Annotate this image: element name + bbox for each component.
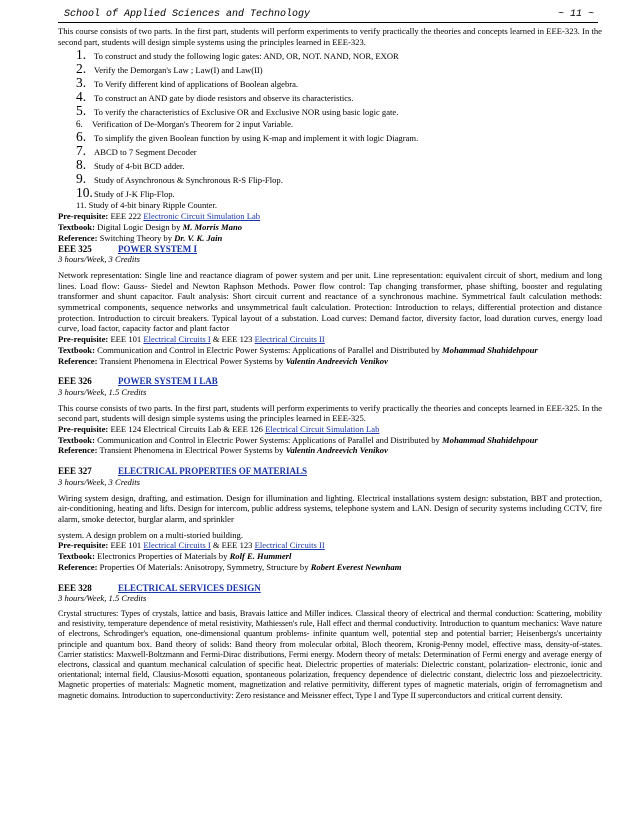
course-title-link[interactable]: ELECTRICAL PROPERTIES OF MATERIALS	[118, 466, 307, 477]
course-credits: 3 hours/Week, 3 Credits	[58, 476, 140, 487]
list-item	[76, 118, 602, 130]
prerequisite-label: Pre-requisite:	[58, 334, 109, 345]
list-item-text: Study of 4-bit BCD adder.	[94, 161, 185, 172]
course-heading-eee326	[58, 376, 602, 387]
list-item	[76, 90, 602, 104]
textbook-text: Communication and Control in Electric Power Systems: Applications of Parallel and Distributed by	[97, 344, 440, 355]
list-item	[76, 76, 602, 90]
list-item-number: 5.	[76, 103, 87, 119]
reference-label: Reference:	[58, 445, 98, 456]
course-heading-eee325	[58, 244, 602, 255]
textbook-label: Textbook:	[58, 551, 95, 562]
list-item-text: To verify the characteristics of Exclusive OR and Exclusive NOR using basic logic gate.	[94, 107, 399, 118]
list-item-text: To simplify the given Boolean function by using K-map and implement it with logic Diagram.	[94, 133, 419, 144]
textbook-text: Digital Logic Design by	[97, 222, 181, 233]
list-item-text: Verification of De-Morgan's Theorem for 2 input Variable.	[92, 119, 294, 130]
list-item-text: Study of J-K Flip-Flop.	[94, 189, 175, 200]
list-item-number: 3.	[76, 75, 87, 91]
prerequisite-link[interactable]: Electrical Circuit Simulation Lab	[265, 424, 380, 435]
course-code: EEE 326	[58, 376, 92, 387]
textbook-text: Electronics Properties of Materials by	[97, 551, 228, 562]
course-credits: 3 hours/Week, 3 Credits	[58, 254, 140, 265]
list-item-text: To Verify different kind of applications of Boolean algebra.	[94, 79, 299, 90]
course-description: Network representation: Single line and reactance diagram of power system and per unit. Line representation: equivalent circuit of short, medium and long lines. Load flow: Gauss- Siedel and Newton Raphson Methods. Power flow control: Tap changing transformer, phase shifting, booster and regulating transformer and shunt capacitor. Fault analysis: Short circuit current and reactance of a synchronous machine. Symmetrical fault calculation methods: symmetrical components, sequence networks and unsymmetrical fault calculation. Protection: Introduction to relays, differential protection and distance protection. Introduction to circuit breakers. Typical layout of a substation. Load curves: Demand factor, diversity factor, load duration curves, energy load curve, load factor, capacity factor and plant factor	[58, 269, 602, 334]
course-title-link[interactable]: POWER SYSTEM I LAB	[118, 376, 218, 387]
list-item-number: 9.	[76, 171, 87, 187]
list-item-number: 6.	[76, 119, 83, 130]
prerequisite-course: EEE 124 Electrical Circuits Lab & EEE 126	[110, 424, 263, 435]
page-header	[58, 8, 598, 23]
reference-text: Transient Phenomena in Electrical Power Systems by	[99, 355, 284, 366]
course-heading-eee327	[58, 466, 602, 477]
reference-line	[58, 445, 602, 456]
prerequisite-link[interactable]: Electrical Circuits I	[143, 334, 211, 345]
reference-line	[58, 233, 602, 244]
textbook-author: Mohammad Shahidehpour	[442, 344, 538, 355]
list-item-number: 1.	[76, 47, 87, 63]
reference-text: Switching Theory by	[99, 232, 173, 243]
list-item-text: Verify the Demorgan's Law ; Law(I) and Law(II)	[94, 65, 263, 76]
prerequisite-link[interactable]: Electrical Circuits II	[254, 334, 325, 345]
header-school-name: School of Applied Sciences and Technology	[64, 9, 311, 20]
course-credits: 3 hours/Week, 1.5 Credits	[58, 386, 147, 397]
textbook-text: Communication and Control in Electric Power Systems: Applications of Parallel and Distributed by	[97, 434, 440, 445]
prerequisite-course: EEE 222	[110, 211, 142, 222]
reference-author: Dr. V. K. Jain	[174, 232, 223, 243]
list-item-number: 4.	[76, 89, 87, 105]
prerequisite-line	[58, 334, 602, 345]
reference-author: Valentin Andreevich Venikov	[285, 445, 388, 456]
prerequisite-label: Pre-requisite:	[58, 540, 109, 551]
document-body	[58, 26, 602, 701]
prerequisite-line	[58, 424, 602, 435]
textbook-line	[58, 435, 602, 446]
textbook-author: Mohammad Shahidehpour	[442, 434, 538, 445]
list-item	[76, 48, 602, 62]
prerequisite-label: Pre-requisite:	[58, 211, 109, 222]
intro-paragraph: This course consists of two parts. In the first part, students will perform experiments to verify practically the theories and concepts learned in EEE-323. In the second part, students will design simple systems using the principles learned in EEE-323.	[58, 26, 602, 47]
reference-line	[58, 356, 602, 367]
header-page-number: ~ 11 ~	[557, 9, 594, 20]
reference-label: Reference:	[58, 355, 98, 366]
list-item-number: 7.	[76, 143, 87, 159]
reference-label: Reference:	[58, 561, 98, 572]
list-item	[76, 130, 602, 144]
textbook-label: Textbook:	[58, 222, 95, 233]
list-item-text: To construct and study the following logic gates: AND, OR, NOT. NAND, NOR, EXOR	[94, 51, 399, 62]
prerequisite-line	[58, 211, 602, 222]
prerequisite-link[interactable]: Electrical Circuits I	[143, 540, 211, 551]
list-item-text: ABCD to 7 Segment Decoder	[94, 147, 197, 158]
list-item	[76, 172, 602, 186]
reference-label: Reference:	[58, 232, 98, 243]
textbook-author: Rolf E. Hummerl	[229, 551, 292, 562]
course-title-link[interactable]: ELECTRICAL SERVICES DESIGN	[118, 582, 261, 593]
textbook-line	[58, 345, 602, 356]
list-item-number: 8.	[76, 157, 87, 173]
course-code: EEE 325	[58, 243, 92, 254]
course-heading-eee328	[58, 583, 602, 594]
list-item	[76, 158, 602, 172]
list-item-number: 2.	[76, 61, 87, 77]
prerequisite-course: & EEE 123	[212, 334, 253, 345]
reference-text: Transient Phenomena in Electrical Power Systems by	[99, 445, 284, 456]
textbook-label: Textbook:	[58, 344, 95, 355]
list-item-text: To construct an AND gate by diode resistors and observe its characteristics.	[94, 93, 354, 104]
list-item	[76, 62, 602, 76]
list-item-number: 6.	[76, 129, 87, 145]
course-code: EEE 328	[58, 582, 92, 593]
prerequisite-label: Pre-requisite:	[58, 424, 109, 435]
prerequisite-link[interactable]: Electrical Circuits II	[254, 540, 325, 551]
lab-list	[58, 48, 602, 200]
prerequisite-line	[58, 540, 602, 551]
list-item	[76, 144, 602, 158]
textbook-author: M. Morris Mano	[182, 222, 243, 233]
list-item	[76, 186, 602, 200]
course-credits: 3 hours/Week, 1.5 Credits	[58, 593, 147, 604]
course-code: EEE 327	[58, 466, 92, 477]
course-description: This course consists of two parts. In the first part, students will perform experiments to verify practically the theories and concepts learned in EEE-325. In the second part, students will design simple systems using the principles learned in EEE-325.	[58, 402, 602, 424]
textbook-label: Textbook:	[58, 434, 95, 445]
course-title-link[interactable]: POWER SYSTEM I	[118, 243, 198, 254]
list-item: 11. Study of 4-bit binary Ripple Counter.	[76, 200, 217, 211]
list-item	[76, 104, 602, 118]
course-description-continued: system. A design problem on a multi-storied building.	[58, 529, 243, 540]
prerequisite-course: EEE 101	[110, 334, 142, 345]
prerequisite-course: & EEE 123	[212, 540, 253, 551]
list-item-text: Study of Asynchronous & Synchronous R-S Flip-Flop.	[94, 175, 283, 186]
reference-author: Robert Everest Newnham	[310, 561, 402, 572]
textbook-line	[58, 551, 602, 562]
list-item-number: 10.	[76, 185, 93, 201]
course-description: Wiring system design, drafting, and estimation. Design for illumination and lighting. Electrical installations system design: substation, BBT and protection, air-conditioning, heating and lifts. Design for intercom, public address systems, telephone system and LAN. Design of security systems including CCTV, fire alarm, smoke detector, burglar alarm, and sprinkler	[58, 492, 602, 524]
reference-text: Properties Of Materials: Anisotropy, Symmetry, Structure by	[99, 561, 309, 572]
course-description: Crystal structures: Types of crystals, lattice and basis, Bravais lattice and Miller indices. Classical theory of electrical and thermal conduction: Scattering, mobility and resistivity, temperature dependence of metal resistivity, Mathiessen's rule, Hall effect and thermal conductivity. Introduction to quantum mechanics: Wave nature of electrons, Schrodinger's equation, one-dimensional quantum problems- infinite quantum well, potential step and potential barrier; Heisenbergs's uncertainty principle and quantum box. Band theory of solids: Band theory from molecular orbital, Bloch theorem, Kronig-Penny model, effective mass, density-of-states. Carrier statistics: Maxwell-Boltzmann and Fermi-Dirac distributions, Fermi energy. Modern theory of metals: Determination of Fermi energy and average energy of electrons, classical and quantum mechanical calculation of specific heat. Dielectric properties of materials: Dielectric constant, polarization- electronic, ionic and orientational; internal field, Clausius-Mosotti equation, spontaneous polarization, frequency dependence of dielectric constant, dielectric loss and piezoelectricity. Magnetic properties of materials: Magnetic moment, magnetization and relative permitivity, different types of magnetic materials, origin of ferromagnetism and magnetic domains. Introduction to superconductivity: Zero resistance and Meissner effect, Type I and Type II superconductors and critical current density.	[58, 608, 602, 700]
textbook-line	[58, 222, 602, 233]
prerequisite-course: EEE 101	[110, 540, 142, 551]
reference-author: Valentin Andreevich Venikov	[285, 355, 388, 366]
reference-line	[58, 562, 602, 573]
prerequisite-link[interactable]: Electronic Circuit Simulation Lab	[143, 211, 261, 222]
